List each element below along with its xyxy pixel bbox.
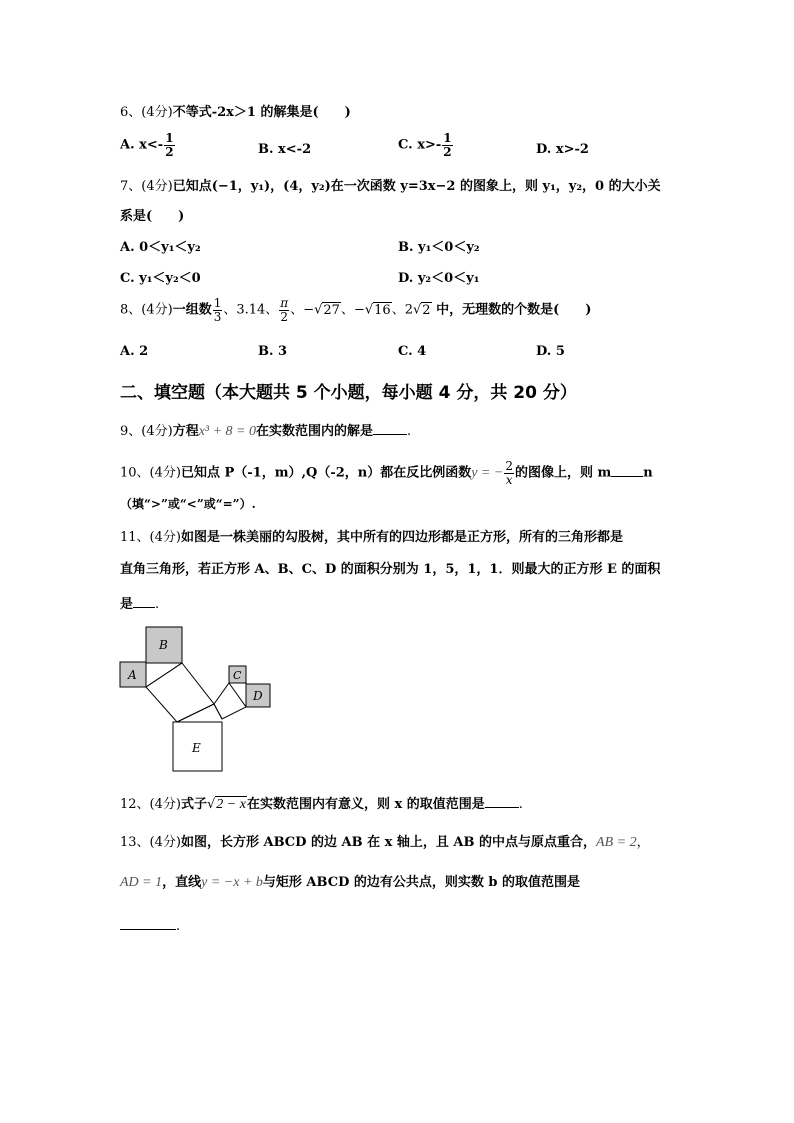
- question-text: 与矩形 ABCD 的边有公共点，则实数 b 的取值范围是: [262, 875, 581, 890]
- question-7-stem-line2: 系是( ): [120, 209, 185, 224]
- q6-option-b: B. x<-2: [258, 142, 312, 157]
- fraction-one-third: $\frac{1}{3}$: [213, 296, 222, 324]
- question-text: 在实数范围内的解是: [256, 424, 374, 439]
- answer-blank: [133, 595, 155, 608]
- q7-option-b: B. y₁＜0＜y₂: [398, 240, 480, 255]
- text-segment: 、3.14、: [223, 302, 279, 318]
- answer-blank: [611, 464, 643, 477]
- option-label: A.: [120, 137, 135, 153]
- question-text: 是: [120, 597, 134, 612]
- question-13-line3: [120, 917, 180, 933]
- question-number: 12、(4分): [120, 797, 181, 812]
- answer-blank: [120, 917, 176, 930]
- radicand: 27: [323, 302, 340, 318]
- answer-blank: [485, 795, 519, 808]
- radical-sign: √: [206, 797, 216, 812]
- q7-option-a: A. 0＜y₁＜y₂: [120, 240, 201, 255]
- option-label: C.: [398, 137, 413, 153]
- question-text: 中，无理数的个数是( ): [431, 302, 592, 318]
- period: .: [518, 797, 523, 812]
- question-6-stem: [120, 106, 351, 119]
- option-text: x>-: [417, 137, 442, 153]
- label-b: B: [159, 638, 168, 652]
- question-text: 的图像上，则 m: [514, 465, 612, 481]
- answer-blank: [373, 422, 407, 435]
- question-text: 式子: [180, 797, 207, 812]
- question-11-line3: [120, 595, 159, 611]
- question-text: 如图是一株美丽的勾股树，其中所有的四边形都是正方形，所有的三角形都是: [180, 530, 623, 545]
- equation: y = −: [471, 465, 504, 481]
- fraction: $\frac{1}{2}$: [443, 131, 452, 159]
- fraction: $\frac{1}{2}$: [165, 131, 174, 159]
- option-text: x<-: [139, 137, 164, 153]
- radicand: 2 − x: [216, 797, 246, 812]
- q6-option-d: D. x>-2: [536, 142, 589, 157]
- question-number: 9、(4分): [120, 424, 173, 439]
- comma: ，: [636, 835, 650, 850]
- section-heading: 二、填空题（本大题共 5 个小题，每小题 4 分，共 20 分）: [120, 383, 577, 403]
- q6-option-c: [398, 132, 454, 158]
- question-text: n: [643, 465, 653, 481]
- tilted-square-left: [146, 663, 214, 722]
- q8-option-d: D. 5: [536, 344, 565, 359]
- question-13-line1: [120, 836, 650, 850]
- question-text: 一组数: [172, 302, 212, 318]
- question-number: 10、(4分): [120, 465, 181, 481]
- question-number: 13、(4分): [120, 835, 181, 850]
- text-segment: 、2: [391, 302, 413, 318]
- label-a: A: [128, 668, 137, 682]
- fraction-two-over-x: $\frac{2}{x}$: [505, 459, 513, 487]
- q8-option-c: C. 4: [398, 344, 427, 359]
- fraction-pi-over-two: $\frac{\pi}{2}$: [280, 296, 289, 324]
- q7-option-d: D. y₂＜0＜y₁: [398, 271, 480, 286]
- equation: AD = 1: [120, 875, 163, 890]
- question-10-stem: [120, 460, 653, 486]
- question-11-line2: 直角三角形，若正方形 A、B、C、D 的面积分别为 1，5，1，1．则最大的正方形 E 的面积: [120, 562, 661, 577]
- label-d: D: [253, 689, 263, 703]
- question-text: 不等式-2x＞1 的解集是( ): [172, 105, 351, 120]
- question-text: 已知点 P（-1，m）,Q（-2，n）都在反比例函数: [180, 465, 472, 481]
- question-12-stem: [120, 795, 523, 812]
- question-number: 7、(4分): [120, 179, 173, 194]
- question-9-stem: [120, 422, 411, 439]
- question-number: 8、(4分): [120, 302, 173, 318]
- question-number: 6、(4分): [120, 105, 173, 120]
- question-7-stem-line1: [120, 180, 661, 193]
- text-segment: 、−: [290, 302, 315, 318]
- radical-sign: √: [314, 302, 323, 318]
- question-13-line2: [120, 876, 580, 890]
- question-8-stem: [120, 297, 591, 323]
- radicand: 16: [374, 302, 391, 318]
- radical-sign: √: [412, 302, 422, 318]
- question-number: 11、(4分): [120, 530, 181, 545]
- q6-option-a: [120, 132, 176, 158]
- label-e: E: [192, 741, 201, 755]
- text-segment: 、−: [340, 302, 365, 318]
- question-10-hint: （填“>”或“<”或“=”）.: [120, 497, 256, 511]
- label-c: C: [233, 669, 242, 682]
- question-11-line1: [120, 531, 623, 544]
- question-text: 已知点(−1，y₁)，(4，y₂)在一次函数 y=3x−2 的图象上，则 y₁，y₂，0 的大小关: [172, 179, 661, 194]
- radicand: 2: [422, 302, 431, 318]
- equation: y = −x + b: [201, 875, 263, 890]
- equation: x³ + 8 = 0: [198, 424, 257, 439]
- q8-option-b: B. 3: [258, 344, 288, 359]
- period: .: [155, 597, 160, 612]
- equation: AB = 2: [596, 835, 637, 850]
- question-text: 在实数范围内有意义，则 x 的取值范围是: [246, 797, 485, 812]
- radical-sign: √: [364, 302, 374, 318]
- q8-option-a: A. 2: [120, 344, 149, 359]
- question-text: 如图，长方形 ABCD 的边 AB 在 x 轴上，且 AB 的中点与原点重合，: [180, 835, 597, 850]
- question-text: ，直线: [162, 875, 202, 890]
- question-text: 方程: [172, 424, 199, 439]
- q7-option-c: C. y₁＜y₂＜0: [120, 271, 201, 286]
- period: .: [176, 919, 181, 934]
- pythagoras-tree-figure: [118, 625, 278, 775]
- period: .: [407, 424, 412, 439]
